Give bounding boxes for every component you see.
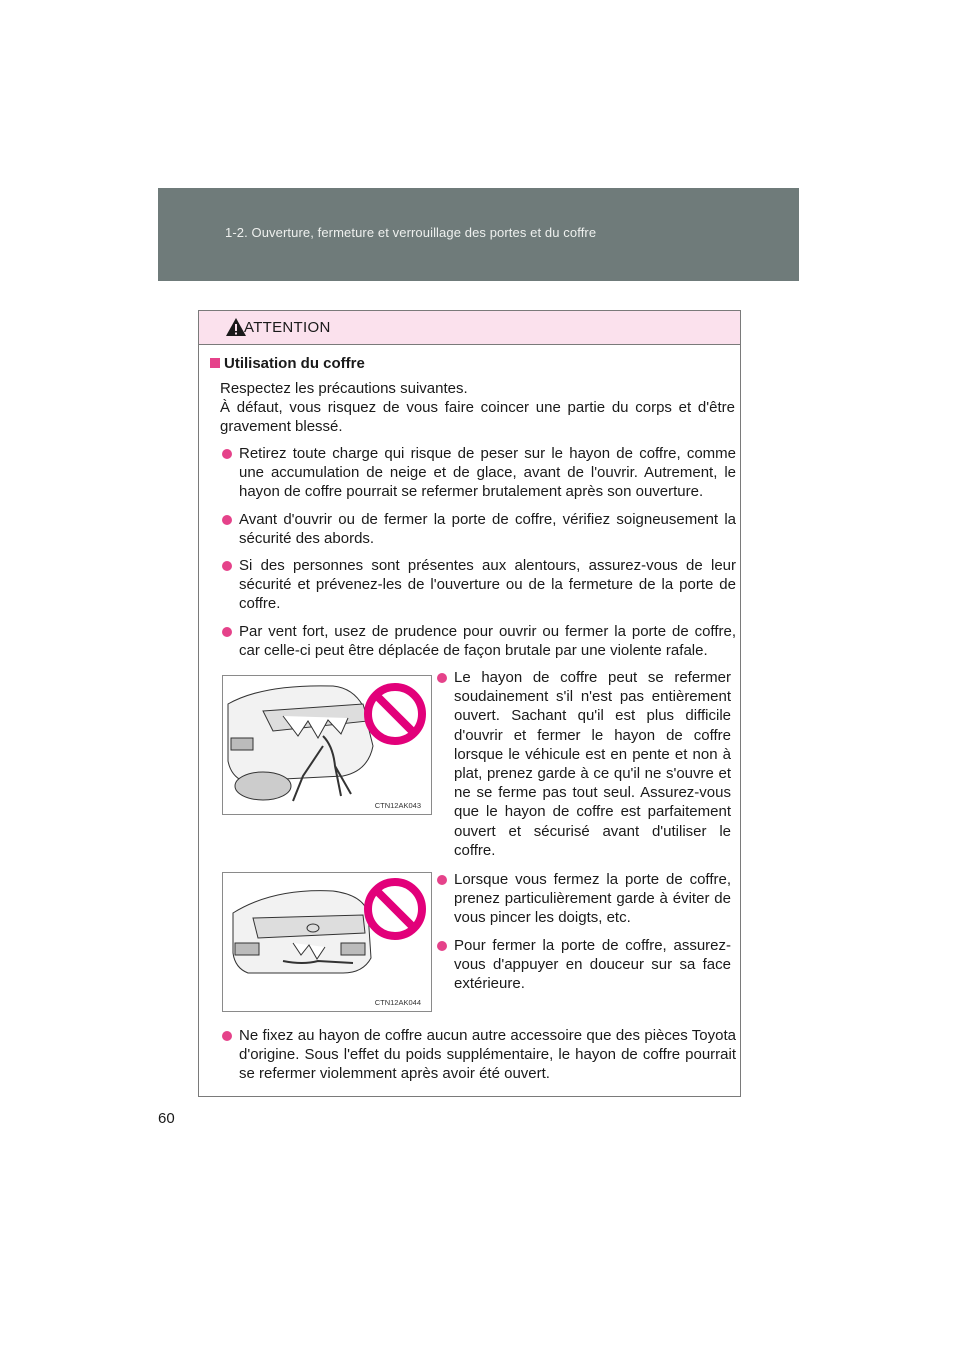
warning-header: [199, 311, 740, 345]
bullet-dot-icon: [437, 673, 447, 683]
page-number: 60: [158, 1110, 175, 1127]
car-trunk-hazard-illustration: [223, 676, 431, 814]
bullet-dot-icon: [222, 561, 232, 571]
bullet-item-1: Retirez toute charge qui risque de peser sur le hayon de coffre, comme une accumulation de neige et de glace, avant de l'ouvrir. Autrement, le hayon de coffre pourrait se refermer brutalement après son ouverture.: [239, 445, 736, 501]
section-header-title: 1-2. Ouverture, fermeture et verrouillage des portes et du coffre: [225, 225, 597, 240]
bullet-dot-icon: [222, 627, 232, 637]
figure2-note-2: Pour fermer la porte de coffre, assurez-vous d'appuyer en douceur sur sa face extérieure.: [454, 937, 731, 993]
figure-code: CTN12AK043: [374, 801, 421, 810]
bullet-dot-icon: [222, 1031, 232, 1041]
bullet-item-final: Ne fixez au hayon de coffre aucun autre accessoire que des pièces Toyota d'origine. Sous l'effet du poids supplémentaire, le hayon de coffre pourrait se refermer violemment après avoir été ouvert.: [239, 1027, 736, 1083]
figure-trunk-lid-closing: [222, 675, 432, 815]
figure2-note-1: Lorsque vous fermez la porte de coffre, prenez particulièrement garde à éviter de vous pincer les doigts, etc.: [454, 871, 731, 927]
figure-code: CTN12AK044: [374, 998, 421, 1007]
warning-title: ATTENTION: [244, 319, 331, 336]
car-trunk-pinch-illustration: [223, 873, 431, 1011]
intro-line-2: À défaut, vous risquez de vous faire coincer une partie du corps et d'être gravement blessé.: [220, 399, 735, 436]
bullet-dot-icon: [437, 875, 447, 885]
figure1-note: Le hayon de coffre peut se refermer soudainement s'il n'est pas entièrement ouvert. Sachant qu'il est plus difficile d'ouvrir et fermer le hayon de coffre lorsque le véhicule est en pente et non à plat, prenez garde à ce qu'il ne s'ouvre et ne se ferme pas tout seul. Assurez-vous que le hayon de coffre est parfaitement ouvert et sécurisé avant d'utiliser le coffre.: [454, 669, 731, 859]
bullet-item-3: Si des personnes sont présentes aux alentours, assurez-vous de leur sécurité et prévenez-les de l'ouverture ou de la fermeture de la porte de coffre.: [239, 557, 736, 613]
bullet-dot-icon: [437, 941, 447, 951]
bullet-item-4: Par vent fort, usez de prudence pour ouvrir ou fermer la porte de coffre, car celle-ci peut être déplacée de façon brutale par une violente rafale.: [239, 623, 736, 660]
figure-trunk-finger-pinch: [222, 872, 432, 1012]
bullet-dot-icon: [222, 515, 232, 525]
intro-line-1: Respectez les précautions suivantes.: [220, 380, 468, 397]
bullet-item-2: Avant d'ouvrir ou de fermer la porte de coffre, vérifiez soigneusement la sécurité des abords.: [239, 511, 736, 548]
section-square-bullet-icon: [210, 358, 220, 368]
section-title: Utilisation du coffre: [224, 355, 365, 372]
bullet-dot-icon: [222, 449, 232, 459]
warning-box: [198, 310, 741, 1097]
